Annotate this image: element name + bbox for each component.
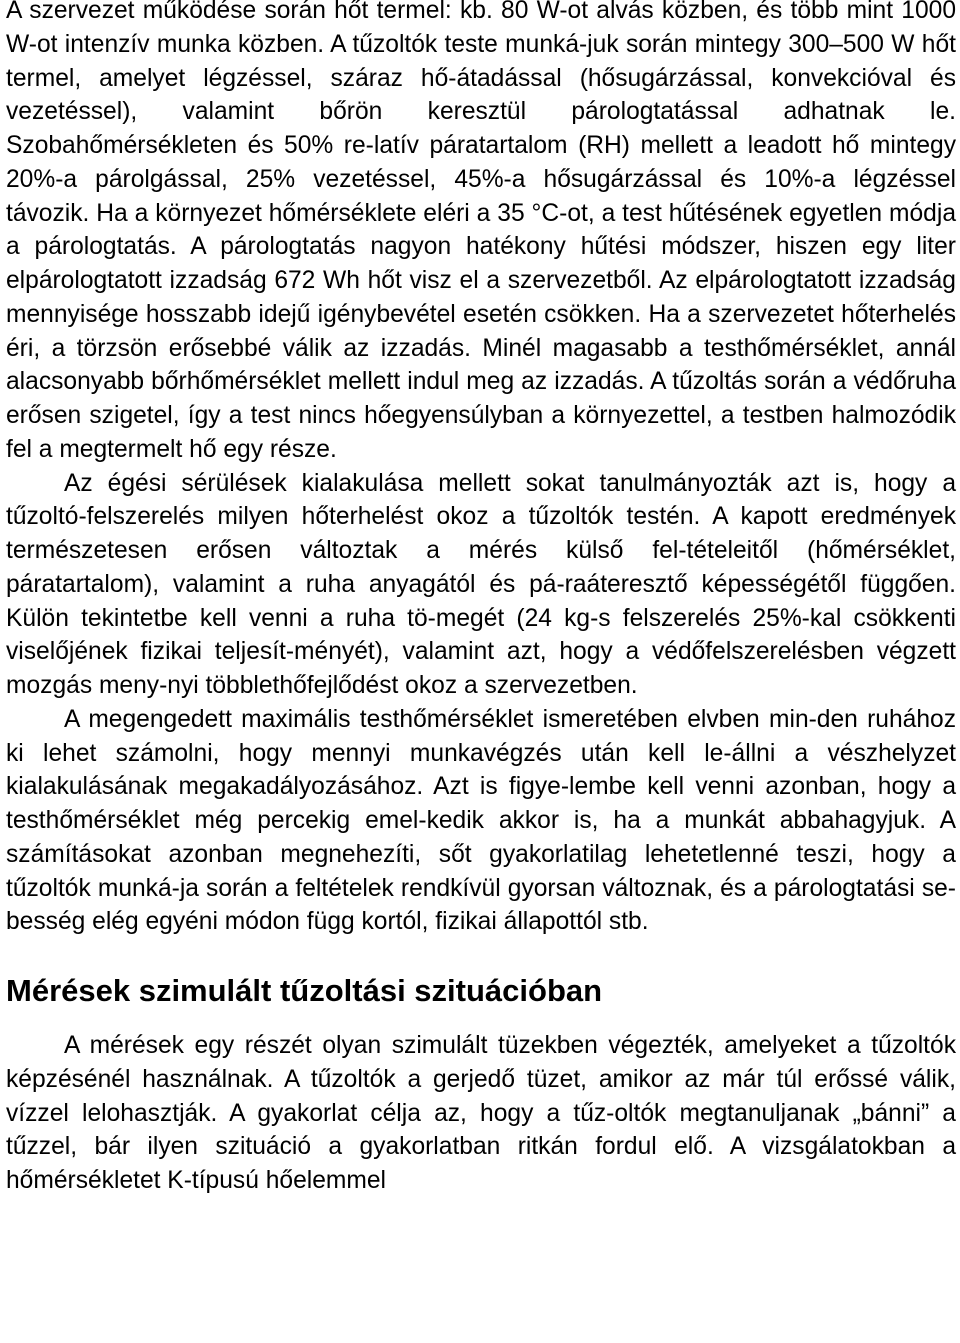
section-heading: Mérések szimulált tűzoltási szituációban (6, 973, 603, 1008)
paragraph-max-body-temperature: A megengedett maximális testhőmérséklet ismeretében elvben min-den ruhához ki lehet számolni, hogy mennyi munkavégzés után kell le-állni a vészhelyzet kialakulásának megakadályozásához. Azt is figye-lembe kell venni azonban, hogy a testhőmérséklet még percekig emel-kedik akkor is, ha a munkát abbahagyjuk. A számításokat azonban megnehezíti, sőt gyakorlatilag lehetetlenné teszi, hogy a tűzoltók munká-ja során a feltételek rendkívül gyorsan változnak, és a párologtatási se-besség elég egyéni módon függ kortól, fizikai állapottól stb. (6, 705, 956, 936)
paragraph-heat-production: A szervezet működése során hőt termel: kb. 80 W-ot alvás közben, és több mint 1000 W-ot intenzív munka közben. A tűzoltók teste munká-juk során mintegy 300–500 W hőt termel, amelyet légzéssel, száraz hő-átadással (hősugárzással, konvekcióval és vezetéssel), valamint bőrön keresztül párologtatással adhatnak le. Szobahőmérsékleten és 50% re-latív páratartalom (RH) mellett a leadott hő mintegy 20%-a párolgással, 25% vezetéssel, 45%-a hősugárzással és 10%-a légzéssel távozik. Ha a környezet hőmérséklete eléri a 35 °C-ot, a test hűtésének egyetlen módja a párologtatás. A párologtatás nagyon hatékony hűtési módszer, hiszen egy liter elpárologtatott izzadság 672 Wh hőt visz el a szervezetből. Az elpárologtatott izzadság mennyisége hosszabb idejű igénybevétel esetén csökken. Ha a szervezetet hőterhelés éri, a törzsön erősebbé válik az izzadás. Minél magasabb a testhőmérséklet, annál alacsonyabb bőrhőmérséklet mellett indul meg az izzadás. A tűzoltás során a védőruha erősen szigetel, így a test nincs hőegyensúlyban a környezettel, a testben halmozódik fel a megtermelt hő egy része. (6, 0, 956, 463)
paragraph-burn-injuries: Az égési sérülések kialakulása mellett sokat tanulmányozták azt is, hogy a tűzoltó-felszerelés milyen hőterhelést okoz a tűzoltók testén. A kapott eredmények természetesen erősen változtak a mérés külső fel-tételeitől (hőmérséklet, páratartalom), valamint a ruha anyagától és pá-raáteresztő képességétől függően. Külön tekintetbe kell venni a ruha tö-megét (24 kg-s felszerelés 25%-kal csökkenti viselőjének fizikai teljesít-ményét), valamint azt, hogy a védőfelszerelésben végzett mozgás meny-nyi többlethőfejlődést okoz a szervezetben. (6, 469, 956, 699)
document-page (6, 0, 956, 1198)
paragraph-simulated-fires: A mérések egy részét olyan szimulált tüzekben végezték, amelyeket a tűzoltók képzésénél használnak. A tűzoltók a gerjedő tüzet, amikor az már túl erőssé válik, vízzel lelohasztják. A gyakorlat célja az, hogy a tűz-oltók megtanuljanak „bánni” a tűzzel, bár ilyen szituáció a gyakorlatban ritkán fordul elő. A vizsgálatokban a hőmérsékletet K-típusú hőelemmel (6, 1032, 956, 1194)
